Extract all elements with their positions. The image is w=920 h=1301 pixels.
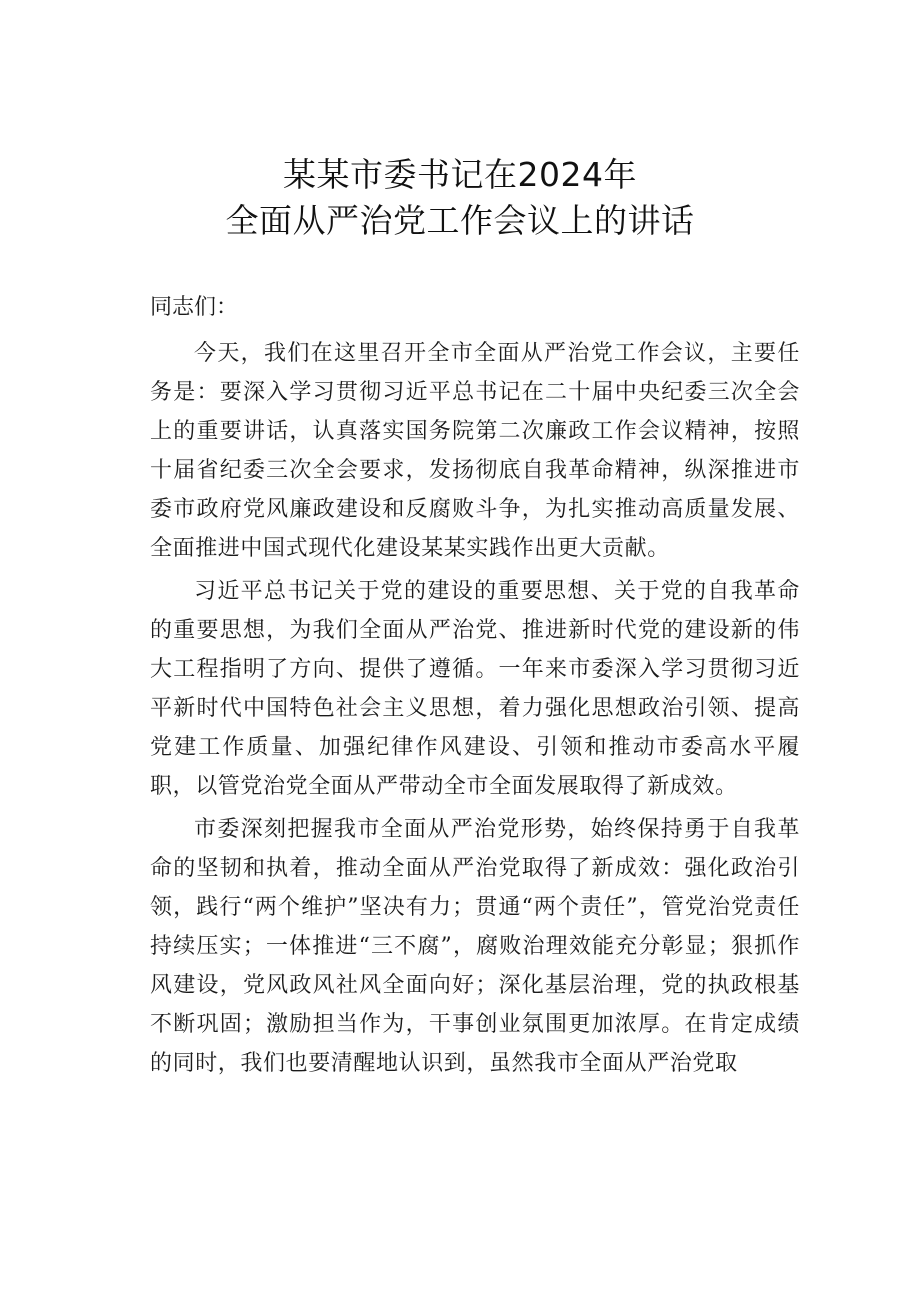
speech-body [150, 288, 800, 1087]
salutation: 同志们： [150, 295, 239, 320]
speech-title [0, 152, 920, 244]
paragraph-3: 市委深刻把握我市全面从严治党形势，始终保持勇于自我革命的坚韧和执着，推动全面从严治党取得了新成效：强化政治引领，践行“两个维护”坚决有力；贯通“两个责任”，管党治党责任持续压实；一体推进“三不腐”，腐败治理效能充分彰显；狠抓作风建设，党风政风社风全面向好；深化基层治理，党的执政根基不断巩固；激励担当作为，干事创业氛围更加浓厚。在肯定成绩的同时，我们也要清醒地认识到，虽然我市全面从严治党取 [150, 817, 800, 1076]
paragraph-1: 今天，我们在这里召开全市全面从严治党工作会议，主要任务是：要深入学习贯彻习近平总书记在二十届中央纪委三次全会上的重要讲话，认真落实国务院第二次廉政工作会议精神，按照十届省纪委三次全会要求，发扬彻底自我革命精神，纵深推进市委市政府党风廉政建设和反腐败斗争，为扎实推动高质量发展、全面推进中国式现代化建设某某实践作出更大贡献。 [150, 341, 800, 561]
paragraph-2: 习近平总书记关于党的建设的重要思想、关于党的自我革命的重要思想，为我们全面从严治党、推进新时代党的建设新的伟大工程指明了方向、提供了遵循。一年来市委深入学习贯彻习近平新时代中国特色社会主义思想，着力强化思想政治引领、提高党建工作质量、加强纪律作风建设、引领和推动市委高水平履职，以管党治党全面从严带动全市全面发展取得了新成效。 [150, 579, 800, 799]
title-line-2: 全面从严治党工作会议上的讲话 [225, 201, 695, 240]
title-line-1: 某某市委书记在2024年 [283, 155, 637, 194]
